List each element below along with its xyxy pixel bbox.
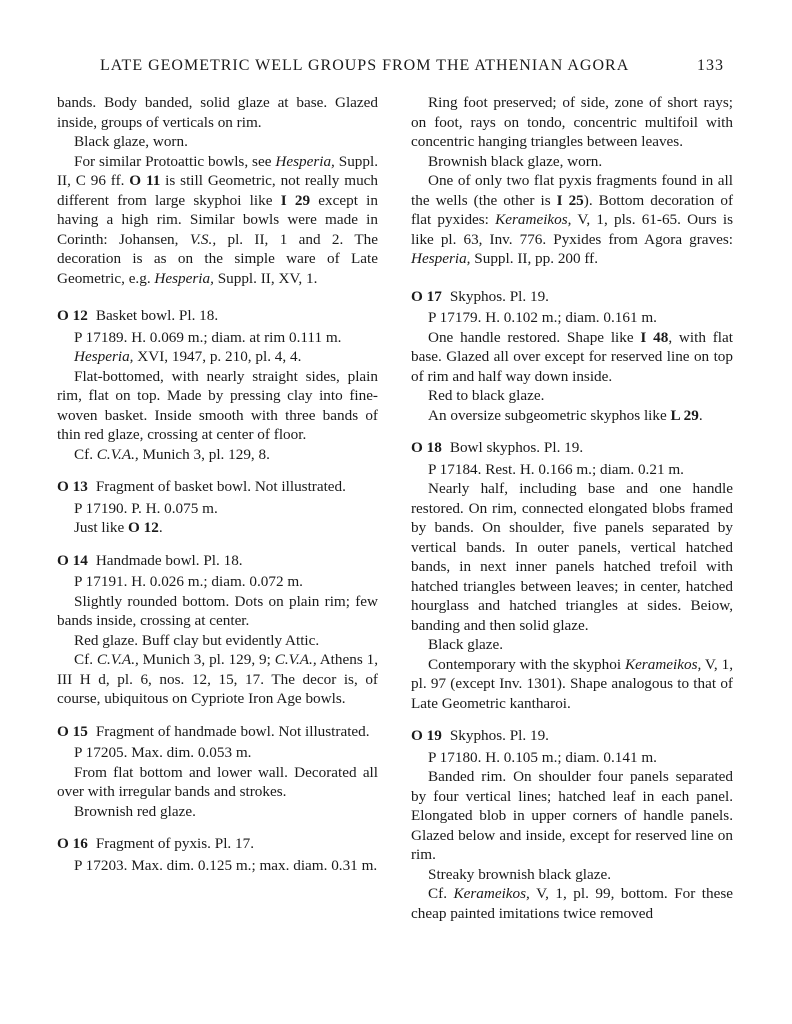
entry-heading: O 19 Skyphos. Pl. 19. [411, 727, 549, 744]
catalog-entry-o15 [57, 722, 378, 822]
entry-heading: O 16 Fragment of pyxis. Pl. 17. [57, 835, 255, 852]
comparanda: Cf. C.V.A., Munich 3, pl. 129, 8. [74, 445, 270, 463]
description: Slightly rounded bottom. Dots on plain rim; few bands inside, crossing at center. [57, 592, 378, 629]
inventory-line: P 17190. P. H. 0.075 m. [74, 499, 218, 517]
running-header [0, 57, 792, 83]
comparanda: One of only two flat pyxis fragments found in all the wells (the other is I 25). Bottom decoration of flat pyxides: Kerameikos, V, 1, pls. 61-65. Ours is like pl. 63, Inv. 776. Pyxides from Agora graves: Hesperia, Suppl. II, pp. 200 ff. [411, 172, 734, 267]
entry-heading: O 12 Basket bowl. Pl. 18. [57, 307, 219, 324]
glaze-note: Black glaze. [428, 636, 504, 653]
catalog-entry-o13 [57, 477, 378, 538]
left-column [57, 93, 378, 875]
comparanda: Cf. Kerameikos, V, 1, pl. 99, bottom. For these cheap painted imitations twice removed [411, 885, 733, 922]
comparanda: Contemporary with the skyphoi Kerameikos, V, 1, pl. 97 (except Inv. 1301). Shape analogous to that of Late Geometric kantharoi. [411, 655, 733, 712]
inventory-line: P 17184. Rest. H. 0.166 m.; diam. 0.21 m. [428, 460, 684, 478]
catalog-entry-o12 [57, 306, 378, 464]
catalog-entry-o19 [411, 726, 733, 923]
entry-heading: O 18 Bowl skyphos. Pl. 19. [411, 439, 584, 456]
description: Ring foot preserved; of side, zone of short rays; on foot, rays on tondo, concentric multifoil with concentric hanging triangles between leaves. [411, 94, 733, 150]
glaze-note: Brownish red glaze. [74, 802, 196, 820]
description: Nearly half, including base and one handle restored. On rim, connected elongated blobs framed by bands. On shoulder, five panels separated by vertical bands. In outer panels, vertical hatched bands, in next inner panels hatched trefoil with hatched triangles between leaves; in center, hatched hourglass and hatched triangles at sides. Beiow, banding and then solid glaze. [411, 480, 733, 634]
paragraph: Black glaze, worn. [74, 133, 188, 150]
catalog-entry-o16 [57, 834, 378, 875]
right-column [411, 93, 733, 923]
inventory-line: P 17189. H. 0.069 m.; diam. at rim 0.111 m. [74, 328, 342, 346]
glaze-note: Brownish black glaze, worn. [428, 152, 603, 170]
inventory-line: P 17203. Max. dim. 0.125 m.; max. diam. 0.31 m. [74, 856, 378, 874]
page-number: 133 [697, 57, 724, 74]
inventory-line: P 17191. H. 0.026 m.; diam. 0.072 m. [74, 573, 303, 590]
description: Flat-bottomed, with nearly straight sides, plain rim, flat on top. Made by pressing clay into fine-woven basket. Inside smooth with three bands of thin red glaze, crossing at center of floor. [57, 367, 378, 443]
glaze-note: Red glaze. Buff clay but evidently Attic. [74, 631, 320, 649]
glaze-note: Streaky brownish black glaze. [428, 865, 612, 883]
entry-heading: O 15 Fragment of handmade bowl. Not illustrated. [57, 722, 370, 740]
entry-heading: O 14 Handmade bowl. Pl. 18. [57, 551, 243, 569]
entry-heading: O 17 Skyphos. Pl. 19. [411, 287, 549, 305]
description: From flat bottom and lower wall. Decorated all over with irregular bands and strokes. [57, 763, 378, 800]
comparanda: Cf. C.V.A., Munich 3, pl. 129, 9; C.V.A., Athens 1, III H d, pl. 6, nos. 12, 15, 17. The decor is, of course, ubiquitous on Cypriote Iron Age bowls. [57, 651, 378, 707]
comparanda: An oversize subgeometric skyphos like L 29. [428, 406, 703, 424]
glaze-note: Red to black glaze. [428, 387, 545, 404]
paragraph: For similar Protoattic bowls, see Hesperia, Suppl. II, C 96 ff. O 11 is still Geometric, not really much different from large skyphoi like I 29 except in having a high rim. Similar bowls were made in Corinth: Johansen, V.S., pl. II, 1 and 2. The decoration is as on the simple ware of Late Geometric, e.g. Hesperia, Suppl. II, XV, 1. [57, 152, 378, 287]
catalog-entry-o14 [57, 551, 378, 709]
paragraph: bands. Body banded, solid glaze at base. Glazed inside, groups of verticals on rim. [57, 94, 378, 131]
catalog-entry-o18 [411, 438, 733, 713]
description: One handle restored. Shape like I 48, with flat base. Glazed all over except for reserved line on top of rim and half way down inside. [411, 328, 733, 385]
inventory-line: P 17180. H. 0.105 m.; diam. 0.141 m. [428, 748, 657, 766]
running-title: LATE GEOMETRIC WELL GROUPS FROM THE ATHENIAN AGORA [100, 57, 630, 74]
continued-entry-o16 [411, 93, 733, 269]
entry-heading: O 13 Fragment of basket bowl. Not illustrated. [57, 478, 346, 495]
inventory-line: P 17205. Max. dim. 0.053 m. [74, 744, 252, 761]
description: Banded rim. On shoulder four panels separated by four vertical lines; hatched leaf in each panel. Elongated blob in upper corners of handle panels. Glazed below and inside, except for reserved line on rim. [411, 768, 733, 863]
continued-entry-o11 [57, 93, 378, 288]
inventory-line: P 17179. H. 0.102 m.; diam. 0.161 m. [428, 309, 657, 326]
description: Just like O 12. [74, 519, 163, 536]
reference-line: Hesperia, XVI, 1947, p. 210, pl. 4, 4. [74, 348, 302, 365]
catalog-entry-o17 [411, 287, 733, 426]
